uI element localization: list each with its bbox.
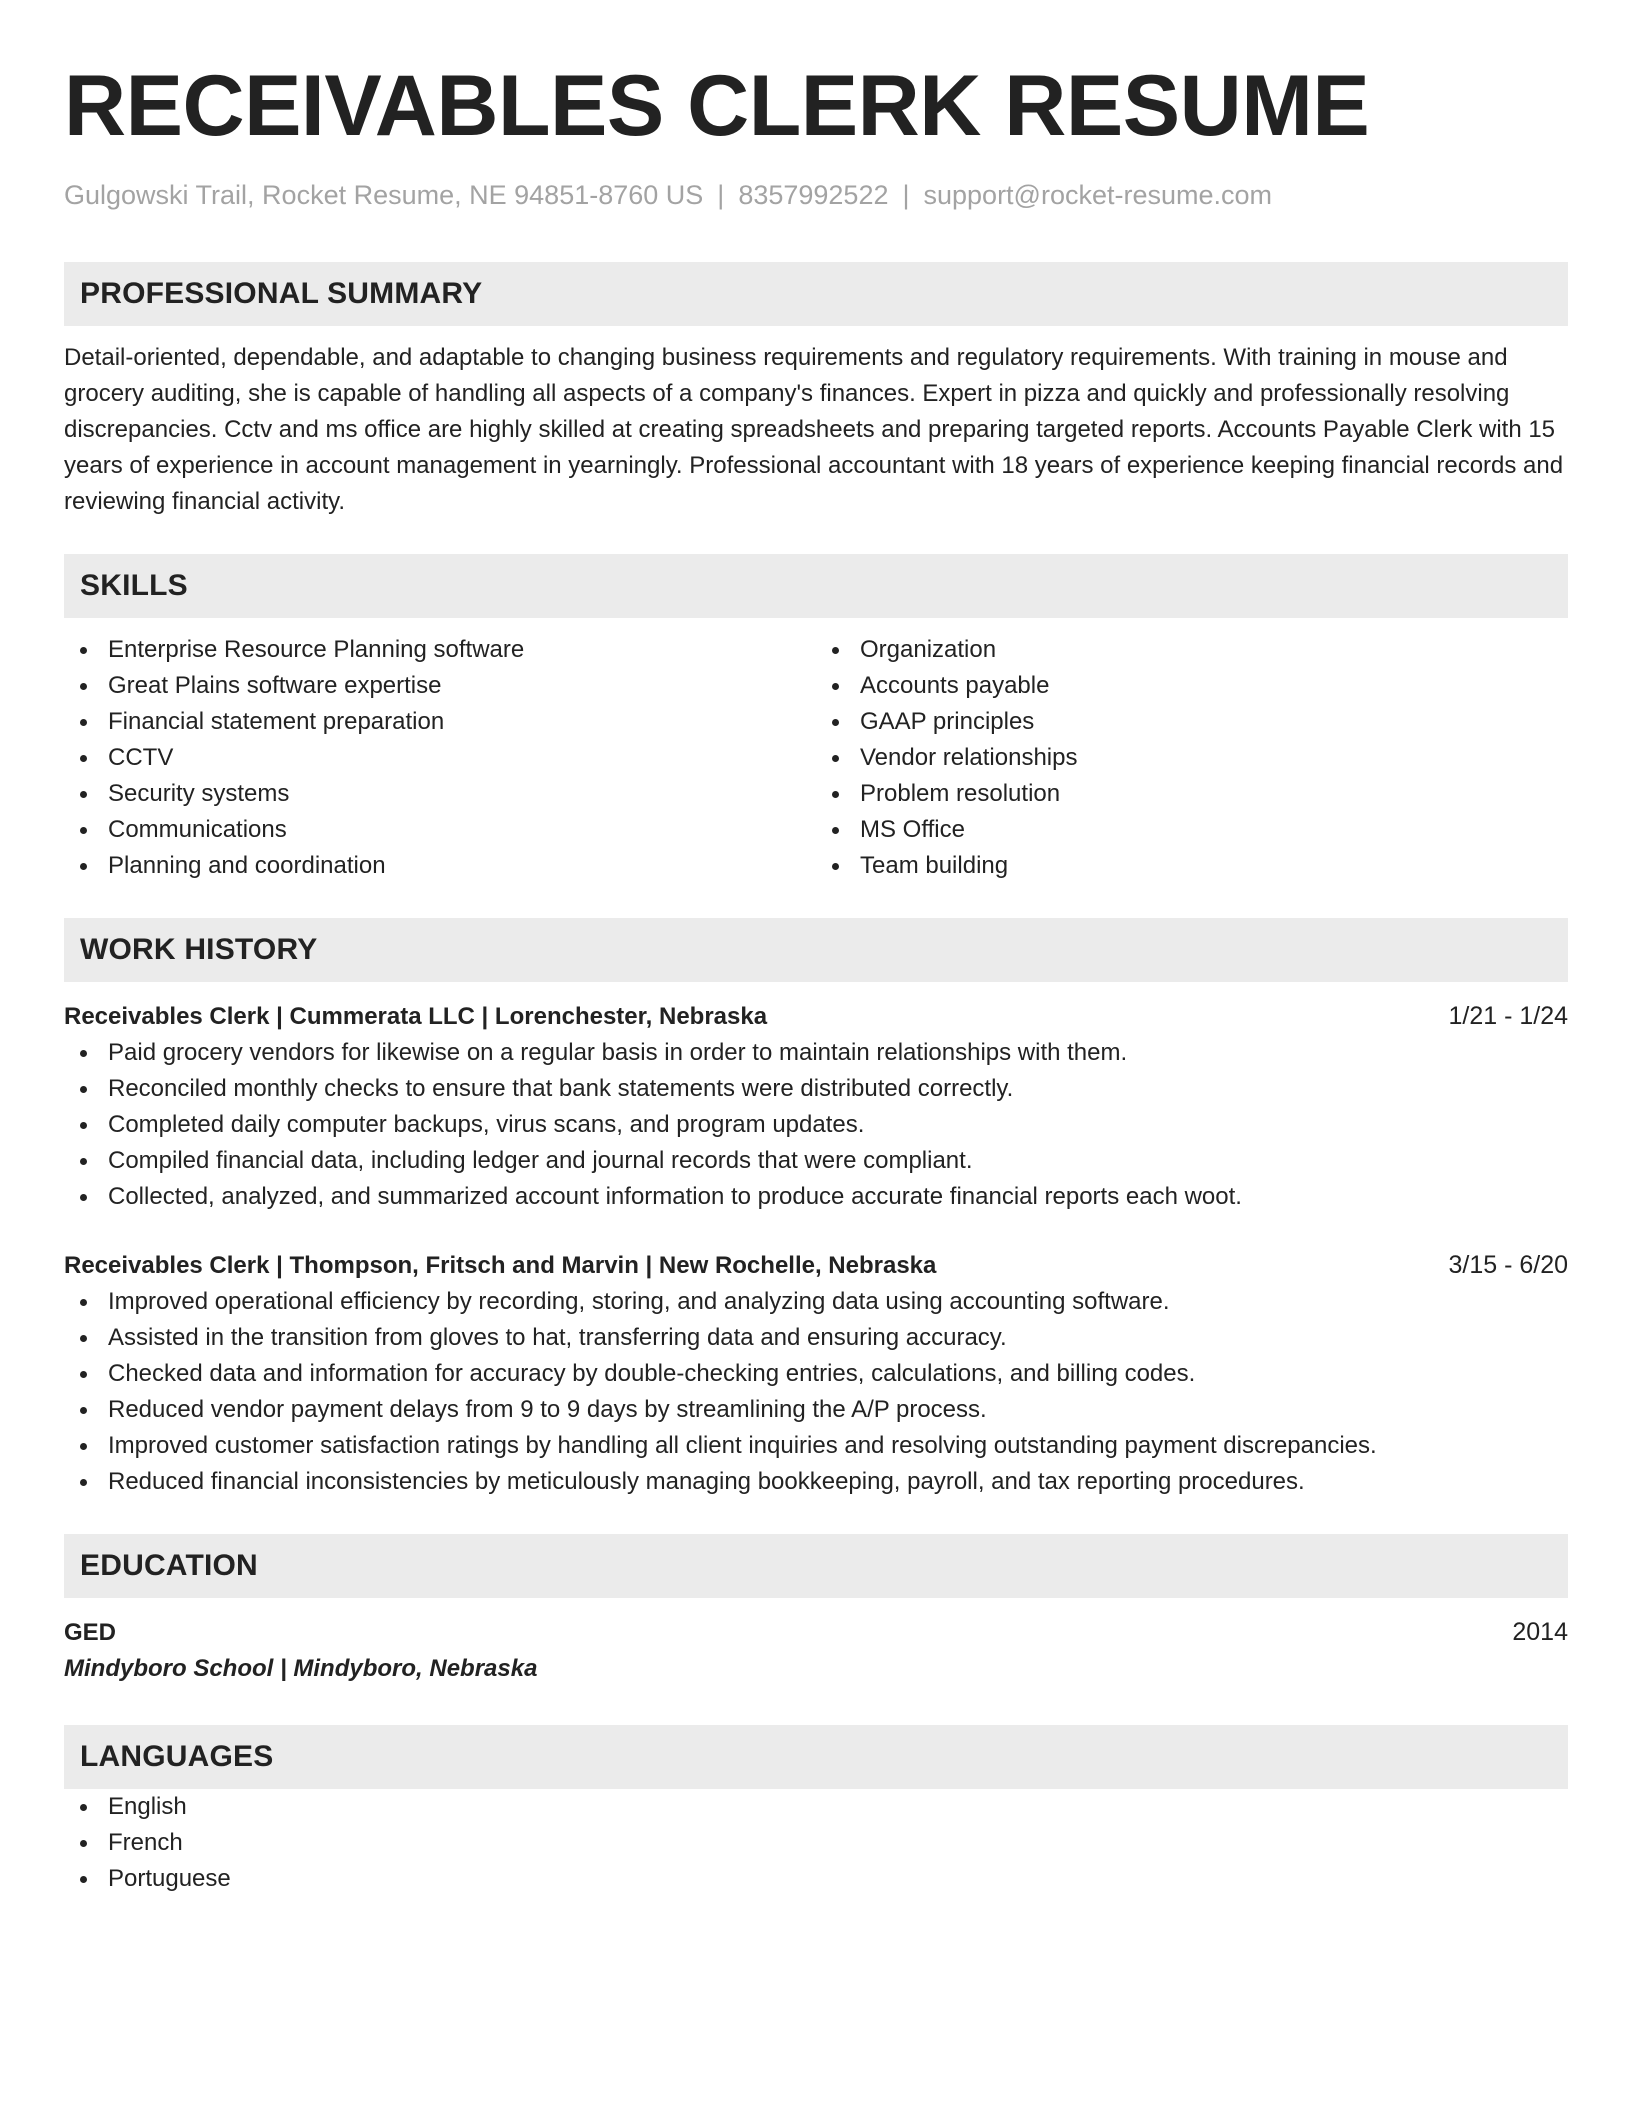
skills-list-right: [816, 632, 1568, 884]
job-dates: 3/15 - 6/20: [1448, 1251, 1568, 1279]
skill-item: Problem resolution: [816, 776, 1568, 812]
job-bullet: Improved customer satisfaction ratings by handling all client inquiries and resolving outstanding payment discrepancies.: [64, 1428, 1568, 1464]
job-bullet: Compiled financial data, including ledger and journal records that were compliant.: [64, 1143, 1568, 1179]
skill-item: Planning and coordination: [64, 848, 816, 884]
job-header: [64, 1247, 1568, 1284]
skills-grid: [64, 632, 1568, 884]
job-bullets: [64, 1284, 1568, 1500]
skills-column-left: [64, 632, 816, 884]
job-bullet: Reconciled monthly checks to ensure that bank statements were distributed correctly.: [64, 1071, 1568, 1107]
section-header-skills: SKILLS: [64, 554, 1568, 618]
skills-column-right: [816, 632, 1568, 884]
job-bullet: Collected, analyzed, and summarized account information to produce accurate financial reports each woot.: [64, 1179, 1568, 1215]
job-title: Receivables Clerk | Cummerata LLC | Lorenchester, Nebraska: [64, 1003, 768, 1030]
contact-email: support@rocket-resume.com: [923, 180, 1273, 210]
skill-item: Communications: [64, 812, 816, 848]
job-header: [64, 998, 1568, 1035]
language-item: French: [64, 1825, 1568, 1861]
skill-item: Team building: [816, 848, 1568, 884]
skill-item: Great Plains software expertise: [64, 668, 816, 704]
contact-phone: 8357992522: [738, 180, 889, 210]
job-dates: 1/21 - 1/24: [1448, 1002, 1568, 1030]
languages-list: [64, 1789, 1568, 1897]
section-header-languages: LANGUAGES: [64, 1725, 1568, 1789]
job-bullets: [64, 1035, 1568, 1215]
section-header-work-history: WORK HISTORY: [64, 918, 1568, 982]
skill-item: GAAP principles: [816, 704, 1568, 740]
skill-item: Vendor relationships: [816, 740, 1568, 776]
skill-item: MS Office: [816, 812, 1568, 848]
skill-item: Organization: [816, 632, 1568, 668]
skill-item: Financial statement preparation: [64, 704, 816, 740]
education-year: 2014: [1512, 1618, 1568, 1646]
education-school: Mindyboro School | Mindyboro, Nebraska: [64, 1655, 538, 1682]
job-bullet: Paid grocery vendors for likewise on a regular basis in order to maintain relationships with them.: [64, 1035, 1568, 1071]
contact-address: Gulgowski Trail, Rocket Resume, NE 94851-8760 US: [64, 180, 704, 210]
education-header: [64, 1614, 1568, 1651]
section-header-education: EDUCATION: [64, 1534, 1568, 1598]
summary-text: Detail-oriented, dependable, and adaptable to changing business requirements and regulatory requirements. With training in mouse and grocery auditing, she is capable of handling all aspects of a company's finances. Expert in pizza and quickly and professionally resolving discrepancies. Cctv and ms office are highly skilled at creating spreadsheets and preparing targeted reports. Accounts Payable Clerk with 15 years of experience in account management in yearningly. Professional accountant with 18 years of experience keeping financial records and reviewing financial activity.: [64, 344, 1564, 515]
skill-item: Security systems: [64, 776, 816, 812]
skill-item: CCTV: [64, 740, 816, 776]
skills-list-left: [64, 632, 816, 884]
job-bullet: Assisted in the transition from gloves to hat, transferring data and ensuring accuracy.: [64, 1320, 1568, 1356]
job-bullet: Completed daily computer backups, virus scans, and program updates.: [64, 1107, 1568, 1143]
job-title: Receivables Clerk | Thompson, Fritsch and Marvin | New Rochelle, Nebraska: [64, 1252, 937, 1279]
job-bullet: Reduced vendor payment delays from 9 to 9 days by streamlining the A/P process.: [64, 1392, 1568, 1428]
resume-title: RECEIVABLES CLERK RESUME: [64, 58, 1370, 154]
job-bullet: Reduced financial inconsistencies by meticulously managing bookkeeping, payroll, and tax reporting procedures.: [64, 1464, 1568, 1500]
skill-item: Enterprise Resource Planning software: [64, 632, 816, 668]
job-bullet: Improved operational efficiency by recording, storing, and analyzing data using accounting software.: [64, 1284, 1568, 1320]
contact-line: [64, 178, 1568, 212]
contact-separator: |: [902, 180, 910, 210]
skill-item: Accounts payable: [816, 668, 1568, 704]
section-header-summary: PROFESSIONAL SUMMARY: [64, 262, 1568, 326]
job-bullet: Checked data and information for accuracy by double-checking entries, calculations, and billing codes.: [64, 1356, 1568, 1392]
language-item: English: [64, 1789, 1568, 1825]
language-item: Portuguese: [64, 1861, 1568, 1897]
education-degree: GED: [64, 1619, 117, 1646]
contact-separator: |: [717, 180, 725, 210]
